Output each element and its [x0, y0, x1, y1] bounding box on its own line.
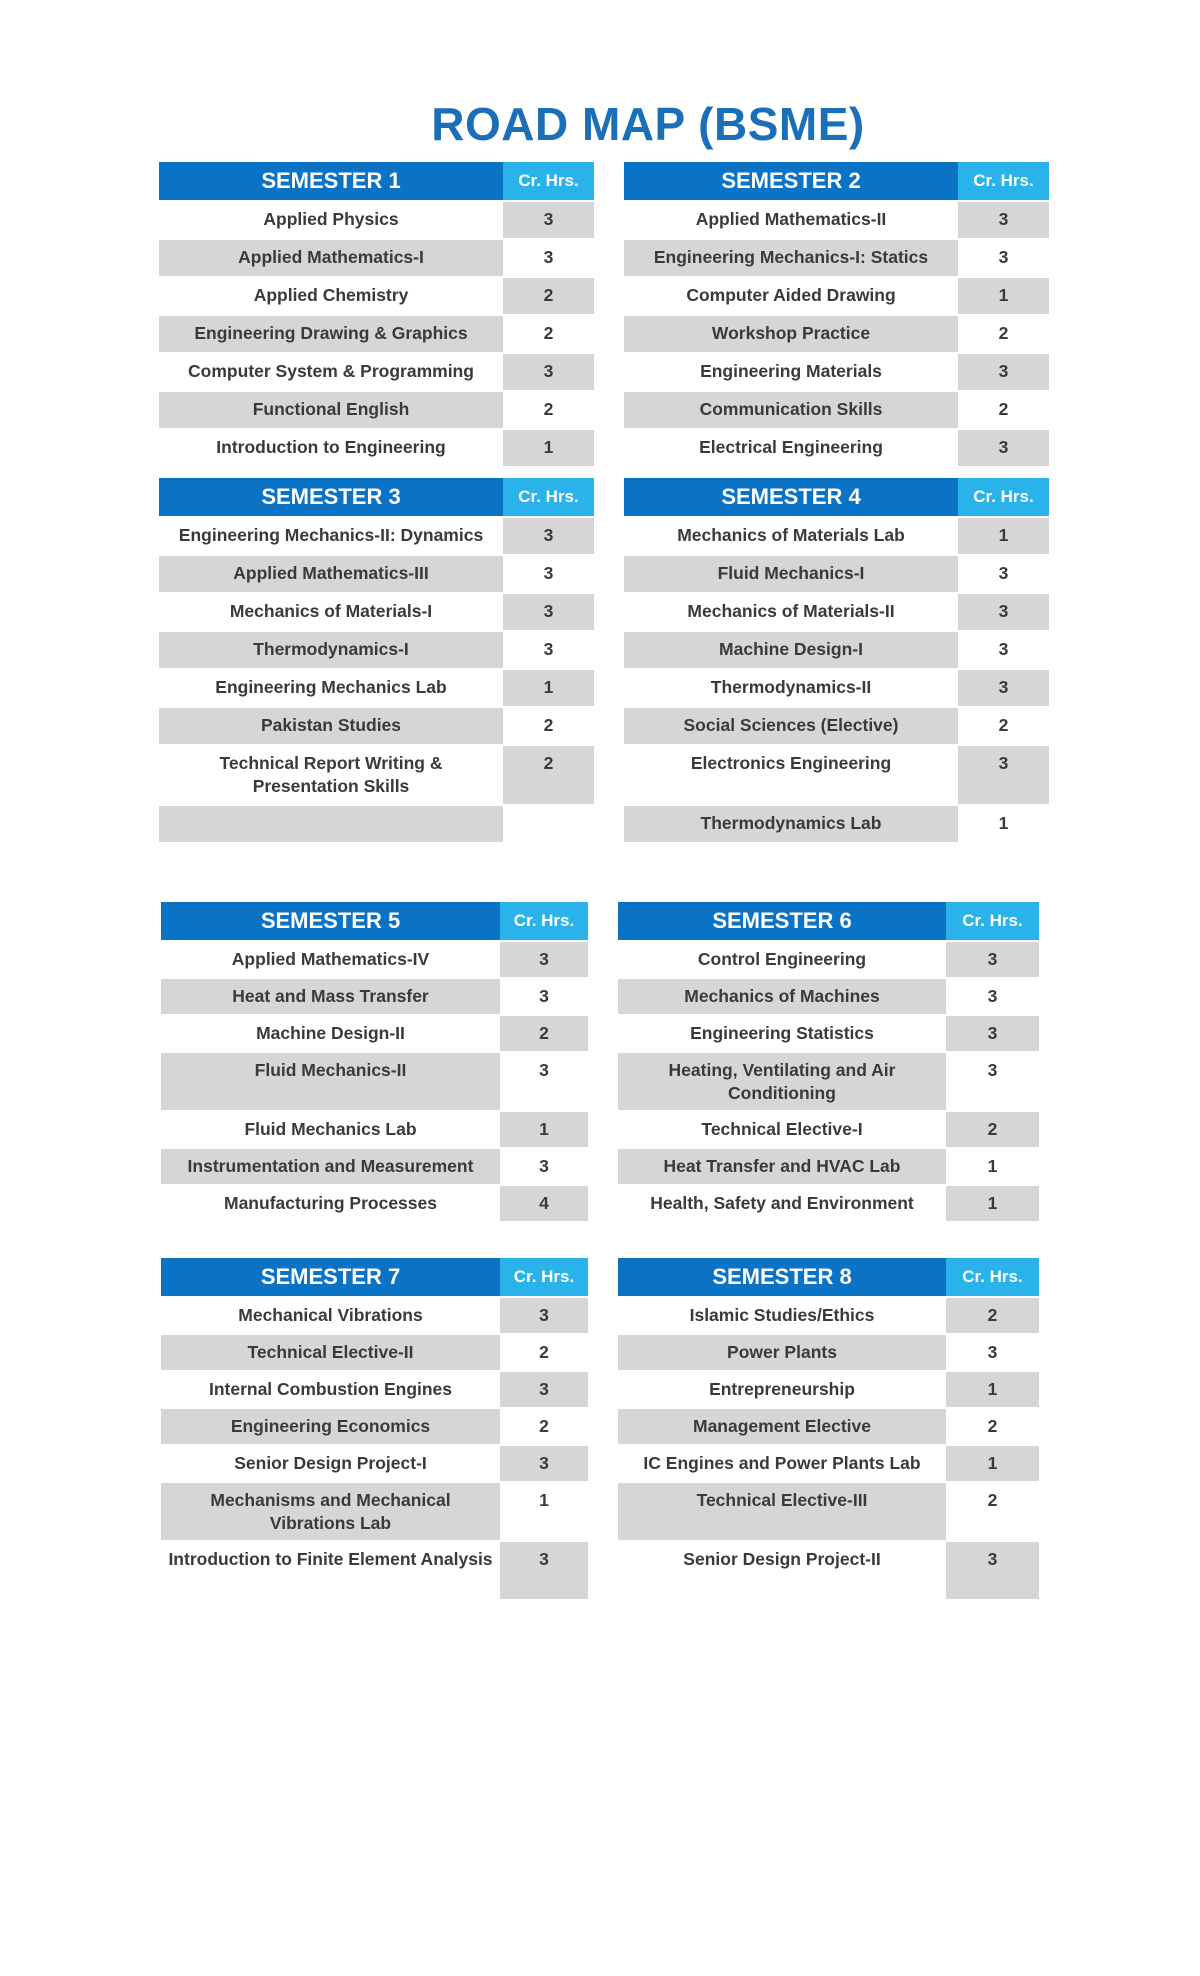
course-credits: 2 — [946, 1482, 1039, 1541]
course-row — [159, 593, 594, 631]
course-name: Technical Elective-III — [618, 1482, 946, 1541]
course-name: Mechanisms and Mechanical Vibrations Lab — [161, 1482, 500, 1541]
semester-title: SEMESTER 3 — [159, 478, 503, 517]
course-name: Applied Mathematics-III — [159, 555, 503, 593]
credit-hours-header: Cr. Hrs. — [946, 902, 1039, 941]
course-row — [618, 1541, 1039, 1600]
course-credits: 3 — [958, 669, 1049, 707]
course-name: Machine Design-II — [161, 1015, 500, 1052]
course-credits: 3 — [503, 353, 594, 391]
course-row — [159, 315, 594, 353]
course-row — [159, 805, 594, 843]
course-row — [159, 555, 594, 593]
course-credits: 2 — [503, 391, 594, 429]
course-row — [161, 1408, 588, 1445]
course-credits: 2 — [958, 391, 1049, 429]
course-row — [161, 1334, 588, 1371]
course-row — [161, 1185, 588, 1222]
course-row — [618, 1334, 1039, 1371]
course-row — [624, 315, 1049, 353]
course-row — [159, 391, 594, 429]
course-credits: 3 — [958, 631, 1049, 669]
course-name: Machine Design-I — [624, 631, 958, 669]
course-name: Introduction to Finite Element Analysis — [161, 1541, 500, 1600]
semester-title: SEMESTER 6 — [618, 902, 946, 941]
course-name: Technical Report Writing & Presentation Skills — [159, 745, 503, 805]
course-credits: 1 — [958, 277, 1049, 315]
course-credits: 3 — [958, 353, 1049, 391]
course-credits: 2 — [500, 1408, 588, 1445]
course-credits: 3 — [946, 941, 1039, 978]
course-name: Mechanics of Materials-I — [159, 593, 503, 631]
course-name: Management Elective — [618, 1408, 946, 1445]
course-row — [161, 978, 588, 1015]
course-name: Applied Mathematics-I — [159, 239, 503, 277]
course-row — [624, 353, 1049, 391]
course-row — [159, 353, 594, 391]
credit-hours-header: Cr. Hrs. — [500, 1258, 588, 1297]
course-name: Engineering Mechanics-I: Statics — [624, 239, 958, 277]
course-credits: 2 — [958, 707, 1049, 745]
course-row — [161, 1445, 588, 1482]
course-credits: 3 — [503, 631, 594, 669]
course-row — [624, 745, 1049, 805]
course-name: Manufacturing Processes — [161, 1185, 500, 1222]
course-credits: 3 — [946, 1541, 1039, 1600]
course-name: Workshop Practice — [624, 315, 958, 353]
course-row — [618, 1482, 1039, 1541]
course-name: Introduction to Engineering — [159, 429, 503, 467]
course-name: Engineering Drawing & Graphics — [159, 315, 503, 353]
course-name: Pakistan Studies — [159, 707, 503, 745]
course-credits: 1 — [946, 1445, 1039, 1482]
course-credits: 3 — [958, 429, 1049, 467]
credit-hours-header: Cr. Hrs. — [958, 478, 1049, 517]
course-name: Engineering Mechanics Lab — [159, 669, 503, 707]
course-row — [618, 1297, 1039, 1334]
course-name — [159, 805, 503, 843]
course-row — [624, 593, 1049, 631]
course-name: Applied Physics — [159, 201, 503, 239]
course-name: Fluid Mechanics-I — [624, 555, 958, 593]
course-name: Applied Chemistry — [159, 277, 503, 315]
credit-hours-header: Cr. Hrs. — [500, 902, 588, 941]
course-name: Mechanics of Materials-II — [624, 593, 958, 631]
course-name: Electronics Engineering — [624, 745, 958, 805]
course-row — [159, 631, 594, 669]
course-credits: 1 — [500, 1482, 588, 1541]
course-row — [159, 239, 594, 277]
semester-title: SEMESTER 1 — [159, 162, 503, 201]
course-credits: 1 — [958, 517, 1049, 555]
course-credits: 3 — [500, 1148, 588, 1185]
course-row — [624, 239, 1049, 277]
course-name: Applied Mathematics-II — [624, 201, 958, 239]
course-credits: 2 — [503, 707, 594, 745]
course-credits: 3 — [503, 593, 594, 631]
course-row — [159, 277, 594, 315]
course-credits: 1 — [946, 1148, 1039, 1185]
course-row — [624, 517, 1049, 555]
semester-2-table — [624, 162, 1049, 468]
course-row — [624, 277, 1049, 315]
course-credits: 2 — [503, 315, 594, 353]
course-name: Heat Transfer and HVAC Lab — [618, 1148, 946, 1185]
semester-title: SEMESTER 4 — [624, 478, 958, 517]
course-name: Senior Design Project-II — [618, 1541, 946, 1600]
course-credits: 3 — [500, 1052, 588, 1111]
course-name: Mechanics of Materials Lab — [624, 517, 958, 555]
semester-6-table — [618, 902, 1039, 1223]
course-row — [624, 669, 1049, 707]
course-row — [618, 1408, 1039, 1445]
course-name: Entrepreneurship — [618, 1371, 946, 1408]
course-row — [618, 1148, 1039, 1185]
course-name: Internal Combustion Engines — [161, 1371, 500, 1408]
course-name: Computer Aided Drawing — [624, 277, 958, 315]
course-credits: 3 — [946, 978, 1039, 1015]
course-credits: 2 — [958, 315, 1049, 353]
semester-1-table — [159, 162, 594, 468]
course-credits: 3 — [500, 941, 588, 978]
course-credits: 1 — [500, 1111, 588, 1148]
semester-7-table — [161, 1258, 588, 1601]
course-credits: 3 — [946, 1015, 1039, 1052]
course-row — [624, 391, 1049, 429]
course-name: Engineering Materials — [624, 353, 958, 391]
course-row — [624, 201, 1049, 239]
course-row — [618, 1445, 1039, 1482]
course-row — [159, 669, 594, 707]
course-name: Power Plants — [618, 1334, 946, 1371]
course-credits: 3 — [946, 1052, 1039, 1111]
course-row — [161, 1371, 588, 1408]
course-row — [618, 1111, 1039, 1148]
course-name: Control Engineering — [618, 941, 946, 978]
course-row — [624, 429, 1049, 467]
course-credits: 2 — [946, 1111, 1039, 1148]
course-row — [161, 1541, 588, 1600]
course-row — [161, 941, 588, 978]
course-credits: 3 — [503, 555, 594, 593]
course-credits: 3 — [958, 593, 1049, 631]
course-row — [624, 555, 1049, 593]
course-credits: 2 — [946, 1408, 1039, 1445]
course-credits: 1 — [503, 669, 594, 707]
course-name: Applied Mathematics-IV — [161, 941, 500, 978]
semester-5-table — [161, 902, 588, 1223]
course-credits: 2 — [500, 1334, 588, 1371]
course-credits: 3 — [500, 1445, 588, 1482]
course-name: Heating, Ventilating and Air Conditioning — [618, 1052, 946, 1111]
credit-hours-header: Cr. Hrs. — [946, 1258, 1039, 1297]
course-credits: 3 — [500, 978, 588, 1015]
course-row — [161, 1111, 588, 1148]
semester-title: SEMESTER 5 — [161, 902, 500, 941]
course-name: Communication Skills — [624, 391, 958, 429]
course-name: Health, Safety and Environment — [618, 1185, 946, 1222]
course-name: Islamic Studies/Ethics — [618, 1297, 946, 1334]
course-credits: 2 — [503, 277, 594, 315]
course-name: Engineering Mechanics-II: Dynamics — [159, 517, 503, 555]
course-name: Functional English — [159, 391, 503, 429]
course-credits: 3 — [946, 1334, 1039, 1371]
course-row — [618, 1015, 1039, 1052]
semester-3-table — [159, 478, 594, 844]
course-row — [618, 1371, 1039, 1408]
course-credits: 3 — [500, 1297, 588, 1334]
course-row — [618, 978, 1039, 1015]
course-row — [624, 805, 1049, 843]
course-name: Engineering Economics — [161, 1408, 500, 1445]
course-row — [624, 707, 1049, 745]
course-row — [161, 1148, 588, 1185]
credit-hours-header: Cr. Hrs. — [503, 478, 594, 517]
course-credits: 3 — [500, 1541, 588, 1600]
course-name: IC Engines and Power Plants Lab — [618, 1445, 946, 1482]
course-row — [159, 517, 594, 555]
course-credits: 3 — [500, 1371, 588, 1408]
course-row — [161, 1297, 588, 1334]
course-row — [624, 631, 1049, 669]
credit-hours-header: Cr. Hrs. — [958, 162, 1049, 201]
course-credits: 4 — [500, 1185, 588, 1222]
course-credits: 3 — [503, 517, 594, 555]
course-name: Mechanics of Machines — [618, 978, 946, 1015]
semester-8-table — [618, 1258, 1039, 1601]
semester-title: SEMESTER 8 — [618, 1258, 946, 1297]
course-row — [159, 429, 594, 467]
course-row — [161, 1015, 588, 1052]
course-row — [159, 201, 594, 239]
course-name: Electrical Engineering — [624, 429, 958, 467]
course-credits: 2 — [500, 1015, 588, 1052]
course-name: Social Sciences (Elective) — [624, 707, 958, 745]
semester-4-table — [624, 478, 1049, 844]
course-credits: 3 — [958, 555, 1049, 593]
course-row — [618, 1185, 1039, 1222]
course-credits: 3 — [958, 239, 1049, 277]
course-name: Thermodynamics Lab — [624, 805, 958, 843]
course-name: Thermodynamics-I — [159, 631, 503, 669]
course-row — [159, 707, 594, 745]
course-credits: 2 — [503, 745, 594, 805]
course-credits: 3 — [958, 745, 1049, 805]
credit-hours-header: Cr. Hrs. — [503, 162, 594, 201]
course-credits: 1 — [958, 805, 1049, 843]
course-name: Thermodynamics-II — [624, 669, 958, 707]
course-row — [618, 1052, 1039, 1111]
course-name: Technical Elective-I — [618, 1111, 946, 1148]
course-name: Heat and Mass Transfer — [161, 978, 500, 1015]
course-name: Instrumentation and Measurement — [161, 1148, 500, 1185]
course-credits: 1 — [503, 429, 594, 467]
course-row — [618, 941, 1039, 978]
semester-title: SEMESTER 7 — [161, 1258, 500, 1297]
course-credits: 3 — [503, 201, 594, 239]
course-name: Senior Design Project-I — [161, 1445, 500, 1482]
course-row — [161, 1052, 588, 1111]
course-name: Mechanical Vibrations — [161, 1297, 500, 1334]
course-credits: 2 — [946, 1297, 1039, 1334]
semester-title: SEMESTER 2 — [624, 162, 958, 201]
course-name: Fluid Mechanics Lab — [161, 1111, 500, 1148]
course-credits: 1 — [946, 1185, 1039, 1222]
course-credits — [503, 805, 594, 843]
page-title: ROAD MAP (BSME) — [431, 98, 865, 150]
course-name: Computer System & Programming — [159, 353, 503, 391]
course-row — [161, 1482, 588, 1541]
course-name: Engineering Statistics — [618, 1015, 946, 1052]
course-credits: 3 — [958, 201, 1049, 239]
course-name: Technical Elective-II — [161, 1334, 500, 1371]
course-name: Fluid Mechanics-II — [161, 1052, 500, 1111]
course-row — [159, 745, 594, 805]
course-credits: 1 — [946, 1371, 1039, 1408]
course-credits: 3 — [503, 239, 594, 277]
